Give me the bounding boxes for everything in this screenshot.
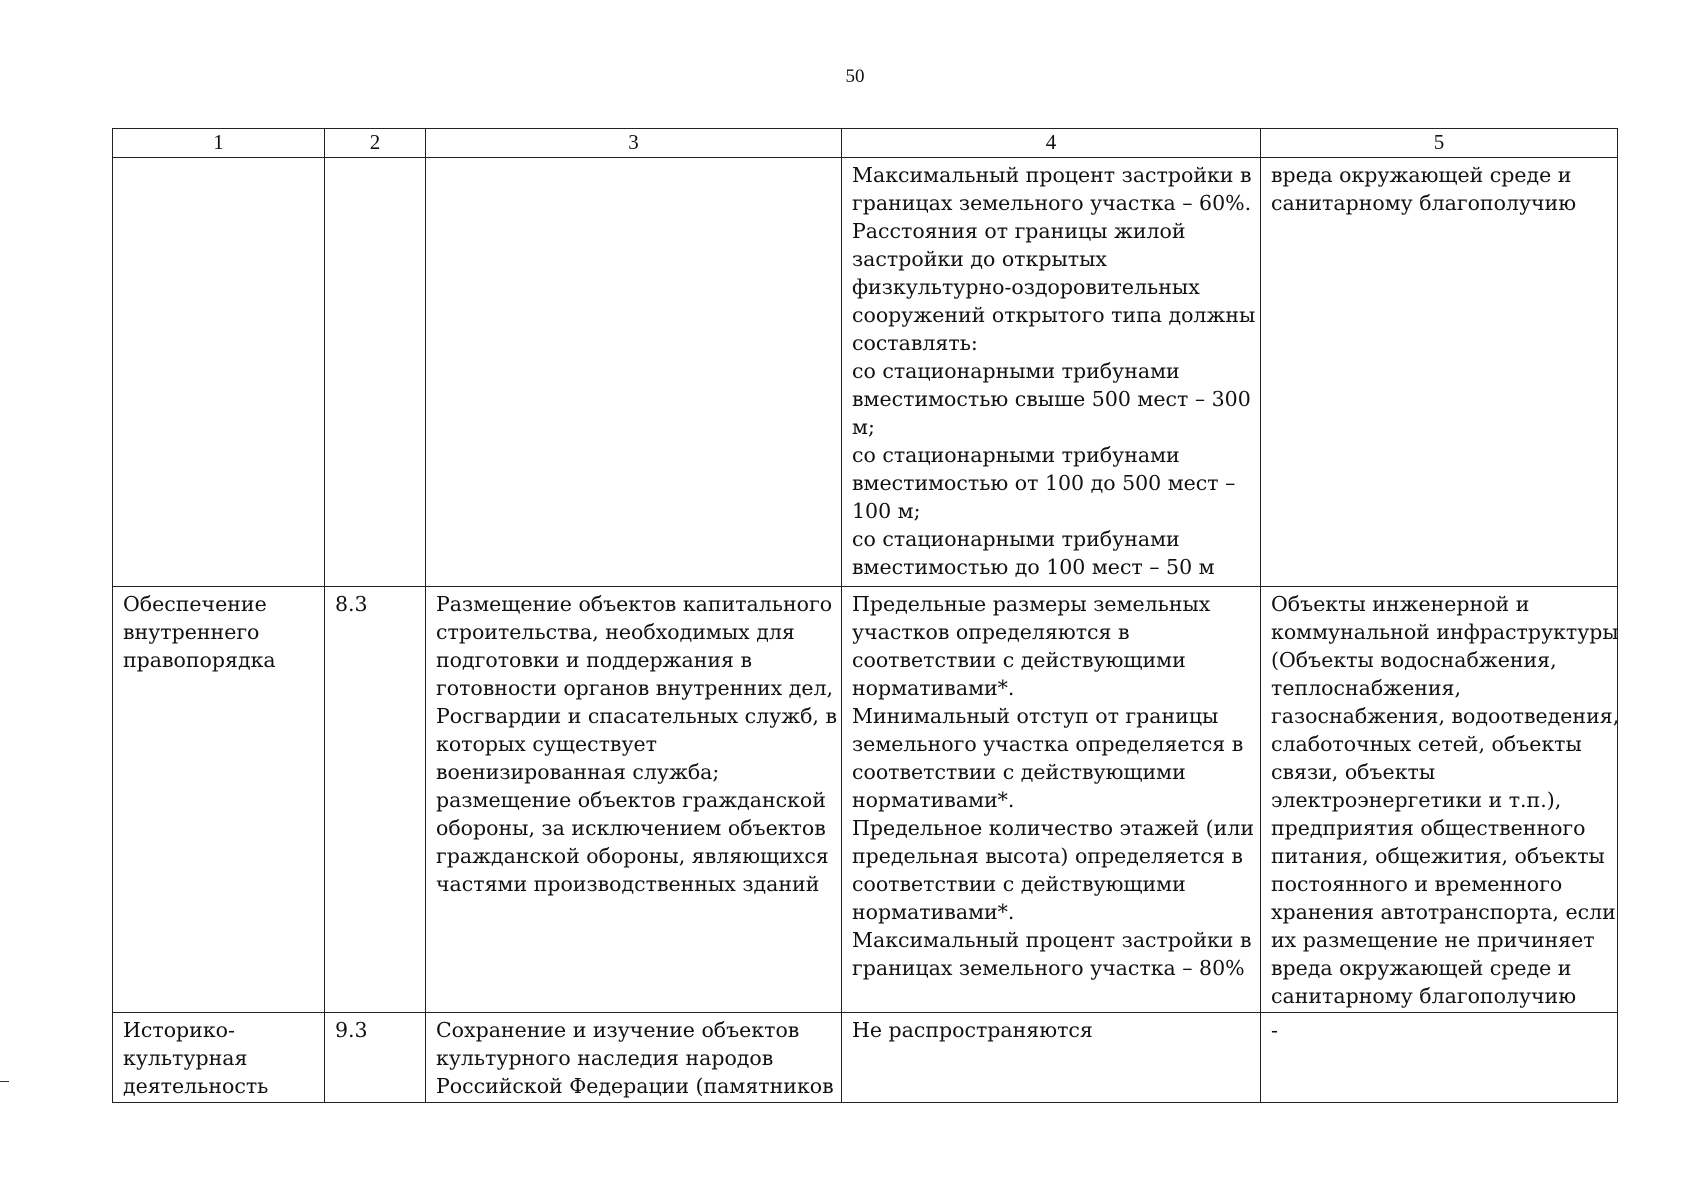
cell-text-line: границах земельного участка – 80%	[852, 956, 1245, 980]
cell-text-line: газоснабжения, водоотведения,	[1271, 704, 1620, 728]
cell-parameters	[842, 158, 1261, 587]
header-col-1: 1	[113, 129, 325, 158]
cell-text-line: вреда окружающей среде и	[1271, 163, 1572, 187]
cell-description	[426, 158, 842, 587]
cell-text-line: Максимальный процент застройки в	[852, 163, 1252, 187]
cell-text-line: соответствии с действующими	[852, 760, 1186, 784]
cell-text-line: вреда окружающей среде и	[1271, 956, 1572, 980]
cell-text-line: соответствии с действующими	[852, 872, 1186, 896]
cell-text-line: деятельность	[123, 1074, 269, 1098]
cell-use-type	[113, 587, 325, 1013]
cell-text-line: строительства, необходимых для	[436, 620, 795, 644]
cell-text-line: Объекты инженерной и	[1271, 592, 1530, 616]
cell-text-line: Максимальный процент застройки в	[852, 928, 1252, 952]
cell-text-line: Не распространяются	[852, 1018, 1093, 1042]
cell-text-line: м;	[852, 415, 875, 439]
cell-text-line: 8.3	[335, 592, 368, 616]
table-row	[113, 587, 1618, 1013]
cell-text-line: нормативами*.	[852, 676, 1015, 700]
cell-text-line: соответствии с действующими	[852, 648, 1186, 672]
cell-text-line: Историко-	[123, 1018, 235, 1042]
cell-text-line: границах земельного участка – 60%.	[852, 191, 1252, 215]
cell-text-line: постоянного и временного	[1271, 872, 1563, 896]
cell-text-line: коммунальной инфраструктуры	[1271, 620, 1619, 644]
cell-text-line: (Объекты водоснабжения,	[1271, 648, 1557, 672]
cell-text-line: предельная высота) определяется в	[852, 844, 1243, 868]
cell-text-line: хранения автотранспорта, если	[1271, 900, 1616, 924]
cell-code	[325, 1013, 426, 1103]
header-col-3: 3	[426, 129, 842, 158]
margin-mark	[0, 1081, 9, 1082]
cell-auxiliary-uses	[1261, 158, 1618, 587]
header-col-5: 5	[1261, 129, 1618, 158]
cell-text-line: питания, общежития, объекты	[1271, 844, 1605, 868]
cell-text-line: нормативами*.	[852, 788, 1015, 812]
cell-use-type	[113, 1013, 325, 1103]
cell-text-line: Сохранение и изучение объектов	[436, 1018, 800, 1042]
table-row	[113, 158, 1618, 587]
cell-text-line: участков определяются в	[852, 620, 1130, 644]
cell-text-line: санитарному благополучию	[1271, 191, 1577, 215]
cell-text-line: 100 м;	[852, 499, 921, 523]
cell-text-line: частями производственных зданий	[436, 872, 820, 896]
cell-text-line: санитарному благополучию	[1271, 984, 1577, 1008]
document-table	[112, 128, 1618, 1103]
cell-description	[426, 587, 842, 1013]
cell-text-line: со стационарными трибунами	[852, 527, 1180, 551]
cell-text-line: земельного участка определяется в	[852, 732, 1244, 756]
cell-code	[325, 587, 426, 1013]
cell-text-line: физкультурно-оздоровительных	[852, 275, 1200, 299]
cell-text-line: культурного наследия народов	[436, 1046, 774, 1070]
cell-text-line: подготовки и поддержания в	[436, 648, 753, 672]
cell-text-line: со стационарными трибунами	[852, 359, 1180, 383]
header-col-4: 4	[842, 129, 1261, 158]
cell-text-line: Российской Федерации (памятников	[436, 1074, 834, 1098]
cell-parameters	[842, 1013, 1261, 1103]
cell-text-line: нормативами*.	[852, 900, 1015, 924]
cell-description	[426, 1013, 842, 1103]
cell-text-line: их размещение не причиняет	[1271, 928, 1595, 952]
cell-text-line: Предельные размеры земельных	[852, 592, 1211, 616]
cell-text-line: электроэнергетики и т.п.),	[1271, 788, 1562, 812]
cell-text-line: составлять:	[852, 331, 978, 355]
cell-text-line: застройки до открытых	[852, 247, 1107, 271]
table-header-row	[113, 129, 1618, 158]
cell-auxiliary-uses	[1261, 1013, 1618, 1103]
cell-text-line: культурная	[123, 1046, 248, 1070]
cell-text-line: сооружений открытого типа должны	[852, 303, 1256, 327]
cell-text-line: готовности органов внутренних дел,	[436, 676, 834, 700]
cell-text-line: теплоснабжения,	[1271, 676, 1461, 700]
cell-text-line: Росгвардии и спасательных служб, в	[436, 704, 838, 728]
page-number: 50	[845, 66, 865, 87]
cell-text-line: 9.3	[335, 1018, 368, 1042]
cell-use-type	[113, 158, 325, 587]
cell-text-line: гражданской обороны, являющихся	[436, 844, 829, 868]
cell-text-line: размещение объектов гражданской	[436, 788, 826, 812]
cell-text-line: -	[1271, 1018, 1278, 1042]
cell-text-line: Предельное количество этажей (или	[852, 816, 1255, 840]
cell-text-line: обороны, за исключением объектов	[436, 816, 826, 840]
cell-text-line: Обеспечение	[123, 592, 267, 616]
cell-auxiliary-uses	[1261, 587, 1618, 1013]
cell-text-line: правопорядка	[123, 648, 276, 672]
cell-text-line: Расстояния от границы жилой	[852, 219, 1186, 243]
cell-text-line: внутреннего	[123, 620, 260, 644]
cell-code	[325, 158, 426, 587]
cell-text-line: Размещение объектов капитального	[436, 592, 833, 616]
cell-text-line: военизированная служба;	[436, 760, 720, 784]
cell-text-line: Минимальный отступ от границы	[852, 704, 1219, 728]
cell-text-line: связи, объекты	[1271, 760, 1436, 784]
cell-text-line: вместимостью от 100 до 500 мест –	[852, 471, 1236, 495]
cell-text-line: со стационарными трибунами	[852, 443, 1180, 467]
cell-text-line: предприятия общественного	[1271, 816, 1586, 840]
cell-parameters	[842, 587, 1261, 1013]
cell-text-line: слаботочных сетей, объекты	[1271, 732, 1582, 756]
header-col-2: 2	[325, 129, 426, 158]
table-row	[113, 1013, 1618, 1103]
cell-text-line: вместимостью свыше 500 мест – 300	[852, 387, 1251, 411]
cell-text-line: вместимостью до 100 мест – 50 м	[852, 555, 1215, 579]
cell-text-line: которых существует	[436, 732, 657, 756]
